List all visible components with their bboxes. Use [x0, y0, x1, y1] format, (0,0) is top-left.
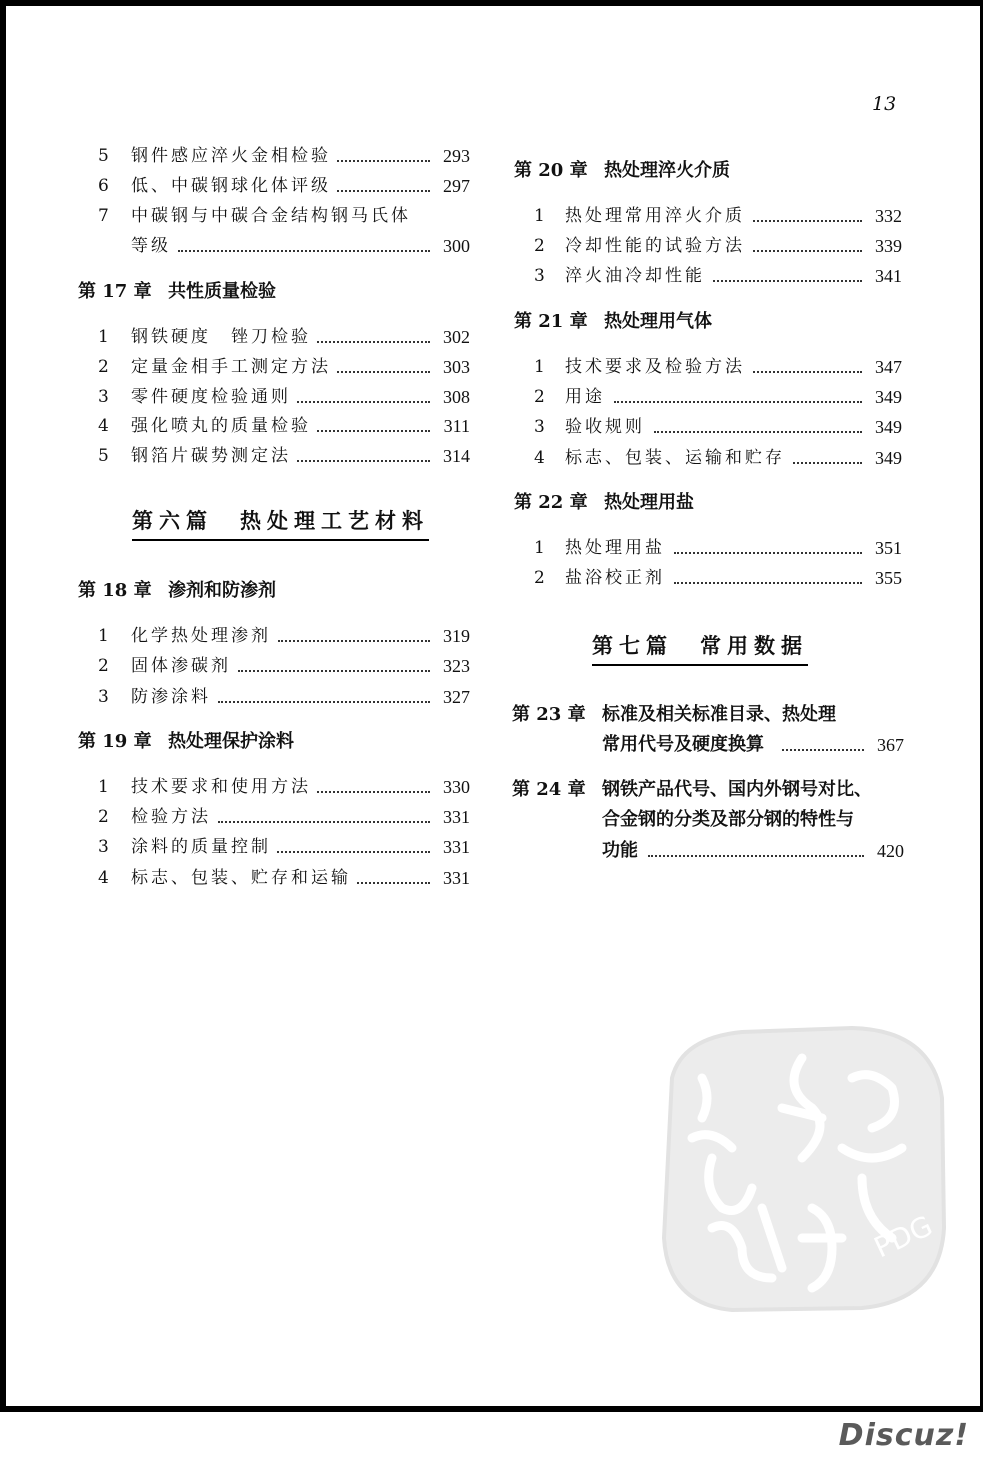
toc-entry[interactable]: 6 低、中碳钢球化体评级 297	[98, 171, 470, 201]
toc-entry[interactable]: 4 标志、包装、贮存和运输 331	[98, 863, 470, 893]
chapter-17-heading[interactable]: 第 17 章 共性质量检验	[78, 281, 276, 302]
toc-entry[interactable]: 7 中碳钢与中碳合金结构钢马氏体	[98, 201, 470, 231]
toc-entry[interactable]: 3 零件硬度检验通则 308	[98, 382, 470, 412]
chapter-23-continued[interactable]: 常用代号及硬度换算 367	[602, 730, 904, 760]
toc-entry[interactable]: 1 技术要求和使用方法 330	[98, 772, 470, 802]
toc-entry[interactable]: 3 淬火油冷却性能 341	[534, 261, 902, 291]
chapter-21-heading[interactable]: 第 21 章 热处理用气体	[514, 311, 712, 332]
chapter-19-heading[interactable]: 第 19 章 热处理保护涂料	[78, 731, 294, 752]
part-7-heading: 第七篇 常用数据	[592, 630, 808, 666]
chapter-20-heading[interactable]: 第 20 章 热处理淬火介质	[514, 160, 730, 181]
toc-entry-continued[interactable]: 等级 300	[98, 231, 470, 261]
toc-entry[interactable]: 3 防渗涂料 327	[98, 682, 470, 712]
chapter-18-heading[interactable]: 第 18 章 渗剂和防渗剂	[78, 580, 276, 601]
toc-entry[interactable]: 2 检验方法 331	[98, 802, 470, 832]
toc-entry[interactable]: 2 定量金相手工测定方法 303	[98, 352, 470, 382]
page-number: 13	[872, 93, 897, 115]
toc-entry[interactable]: 1 热处理常用淬火介质 332	[534, 201, 902, 231]
toc-entry[interactable]: 5 钢件感应淬火金相检验 293	[98, 141, 470, 171]
toc-entry[interactable]: 2 盐浴校正剂 355	[534, 563, 902, 593]
chapter-24-line2: 合金钢的分类及部分钢的特性与	[602, 809, 854, 830]
part-6-heading: 第六篇 热处理工艺材料	[132, 505, 429, 541]
toc-entry[interactable]: 2 固体渗碳剂 323	[98, 651, 470, 681]
toc-entry[interactable]: 5 钢箔片碳势测定法 314	[98, 441, 470, 471]
seal-watermark	[652, 1018, 952, 1318]
chapter-22-heading[interactable]: 第 22 章 热处理用盐	[514, 492, 694, 513]
toc-entry[interactable]: 1 热处理用盐 351	[534, 533, 902, 563]
toc-entry[interactable]: 3 验收规则 349	[534, 412, 902, 442]
seal-pdg-label: PDG	[869, 1209, 938, 1265]
scan-border-top	[0, 0, 983, 6]
discuz-logo: Discuz!	[838, 1418, 969, 1453]
toc-entry[interactable]: 1 化学热处理渗剂 319	[98, 621, 470, 651]
chapter-24-heading[interactable]: 第 24 章 钢铁产品代号、国内外钢号对比、	[512, 779, 872, 800]
toc-entry[interactable]: 2 冷却性能的试验方法 339	[534, 231, 902, 261]
footer-strip	[0, 1412, 983, 1468]
toc-entry[interactable]: 2 用途 349	[534, 382, 902, 412]
toc-entry[interactable]: 4 强化喷丸的质量检验 311	[98, 411, 470, 441]
scan-border-left	[0, 0, 6, 1412]
chapter-24-continued[interactable]: 功能 420	[602, 836, 904, 866]
toc-entry[interactable]: 4 标志、包装、运输和贮存 349	[534, 443, 902, 473]
toc-entry[interactable]: 3 涂料的质量控制 331	[98, 832, 470, 862]
chapter-23-heading[interactable]: 第 23 章 标准及相关标准目录、热处理	[512, 704, 836, 725]
toc-entry[interactable]: 1 钢铁硬度 锉刀检验 302	[98, 322, 470, 352]
toc-entry[interactable]: 1 技术要求及检验方法 347	[534, 352, 902, 382]
